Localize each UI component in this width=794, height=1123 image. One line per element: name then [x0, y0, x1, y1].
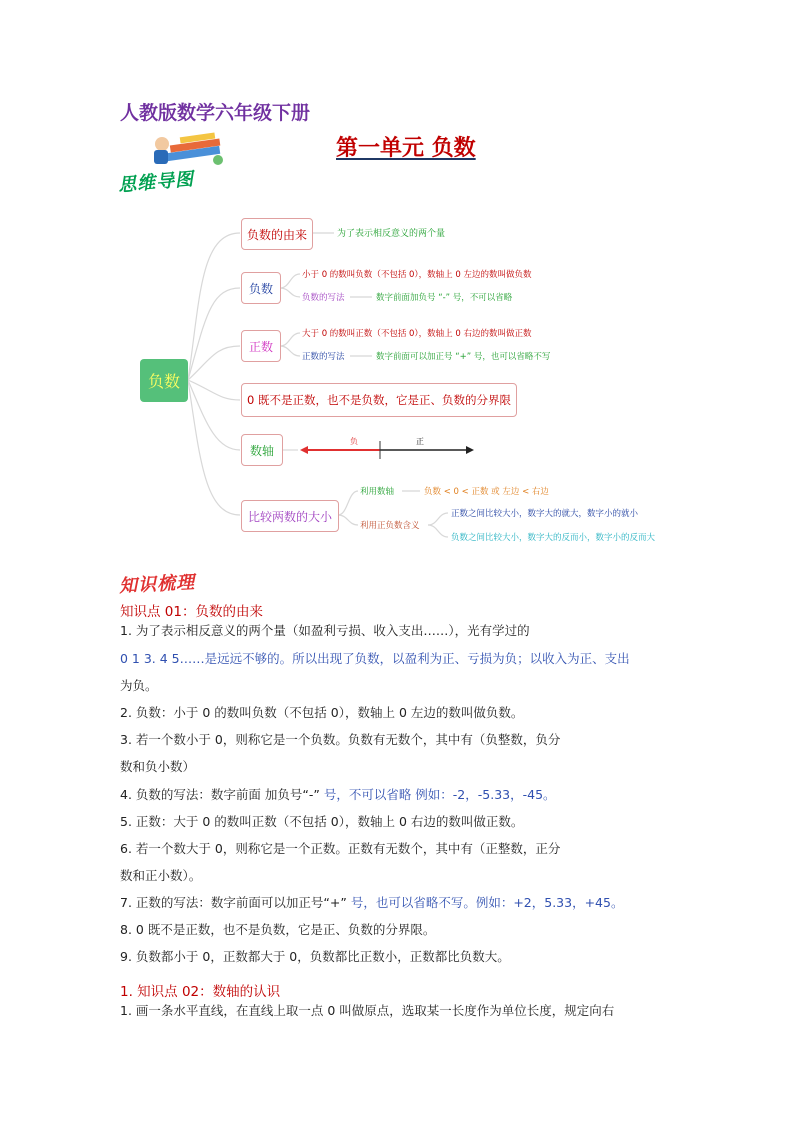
node-zero: 0 既不是正数，也不是负数，它是正、负数的分界限	[241, 383, 517, 417]
line-4a: 4. 负数的写法：数字前面 加负号“-”	[120, 787, 320, 802]
node-number-axis: 数轴	[241, 434, 283, 466]
line-10: 1. 画一条水平直线，在直线上取一点 0 叫做原点，选取某一长度作为单位长度，规定向右	[120, 1003, 615, 1018]
line-1c: 为负。	[120, 678, 158, 693]
compare-axis-label: 利用数轴	[360, 487, 395, 497]
line-3a: 3. 若一个数小于 0，则称它是一个负数。负数有无数个，其中有（负整数，负分	[120, 732, 561, 747]
line-5: 5. 正数：大于 0 的数叫正数（不包括 0），数轴上 0 右边的数叫做正数。	[120, 814, 524, 829]
neg-write-label: 负数的写法	[302, 293, 345, 303]
line-4b: 号，不可以省略 例如：-2，-5.33，-45。	[323, 787, 556, 802]
line-9: 9. 负数都小于 0，正数都大于 0，负数都比正数小，正数都比负数大。	[120, 949, 510, 964]
neg-definition: 小于 0 的数叫负数（不包括 0），数轴上 0 左边的数叫做负数	[302, 270, 532, 280]
compare-negative: 负数之间比较大小，数字大的反而小，数字小的反而大	[451, 533, 656, 543]
line-3b: 数和负小数）	[120, 759, 196, 774]
line-6a: 6. 若一个数大于 0，则称它是一个正数。正数有无数个，其中有（正整数，正分	[120, 841, 561, 856]
line-7	[120, 894, 623, 912]
node-origin: 负数的由来	[241, 218, 313, 250]
compare-axis-desc: 负数 < 0 < 正数 或 左边 < 右边	[424, 487, 549, 497]
node-negative: 负数	[241, 272, 281, 304]
unit-title: 第一单元 负数	[336, 135, 476, 161]
kp2-title: 1. 知识点 02：数轴的认识	[120, 984, 281, 1000]
mindmap-heading: 思维导图	[117, 168, 195, 197]
mindmap-connectors	[0, 0, 794, 560]
mindmap-root-node: 负数	[140, 359, 188, 402]
line-8: 8. 0 既不是正数，也不是负数，它是正、负数的分界限。	[120, 922, 436, 937]
line-1a: 1. 为了表示相反意义的两个量（如盈利亏损、收入支出……），光有学过的	[120, 623, 530, 638]
pos-write-label: 正数的写法	[302, 352, 345, 362]
node-compare: 比较两数的大小	[241, 500, 339, 532]
line-7a: 7. 正数的写法：数字前面可以加正号“+”	[120, 895, 347, 910]
line-6b: 数和正小数）。	[120, 868, 202, 883]
compare-meaning-label: 利用正负数含义	[360, 521, 420, 531]
origin-desc: 为了表示相反意义的两个量	[337, 229, 446, 239]
knowledge-heading: 知识梳理	[118, 572, 196, 597]
line-2: 2. 负数：小于 0 的数叫负数（不包括 0），数轴上 0 左边的数叫做负数。	[120, 705, 524, 720]
axis-negative-label: 负	[350, 437, 358, 446]
line-7b: 号，也可以省略不写。例如：+2，5.33，+45。	[350, 895, 624, 910]
line-4	[120, 786, 556, 804]
kp1-title: 知识点 01：负数的由来	[120, 604, 263, 620]
neg-write-desc: 数字前面加负号 “-” 号，不可以省略	[376, 293, 513, 303]
pos-definition: 大于 0 的数叫正数（不包括 0），数轴上 0 右边的数叫做正数	[302, 329, 532, 339]
book-title: 人教版数学六年级下册	[120, 102, 311, 124]
node-positive: 正数	[241, 330, 281, 362]
axis-positive-label: 正	[416, 437, 424, 446]
pos-write-desc: 数字前面可以加正号 “+” 号，也可以省略不写	[376, 352, 551, 362]
compare-positive: 正数之间比较大小，数字大的就大，数字小的就小	[451, 509, 639, 519]
line-1b: 0 1 3. 4 5……是远远不够的。所以出现了负数，以盈利为正、亏损为负；以收入为正、支出	[120, 651, 630, 666]
